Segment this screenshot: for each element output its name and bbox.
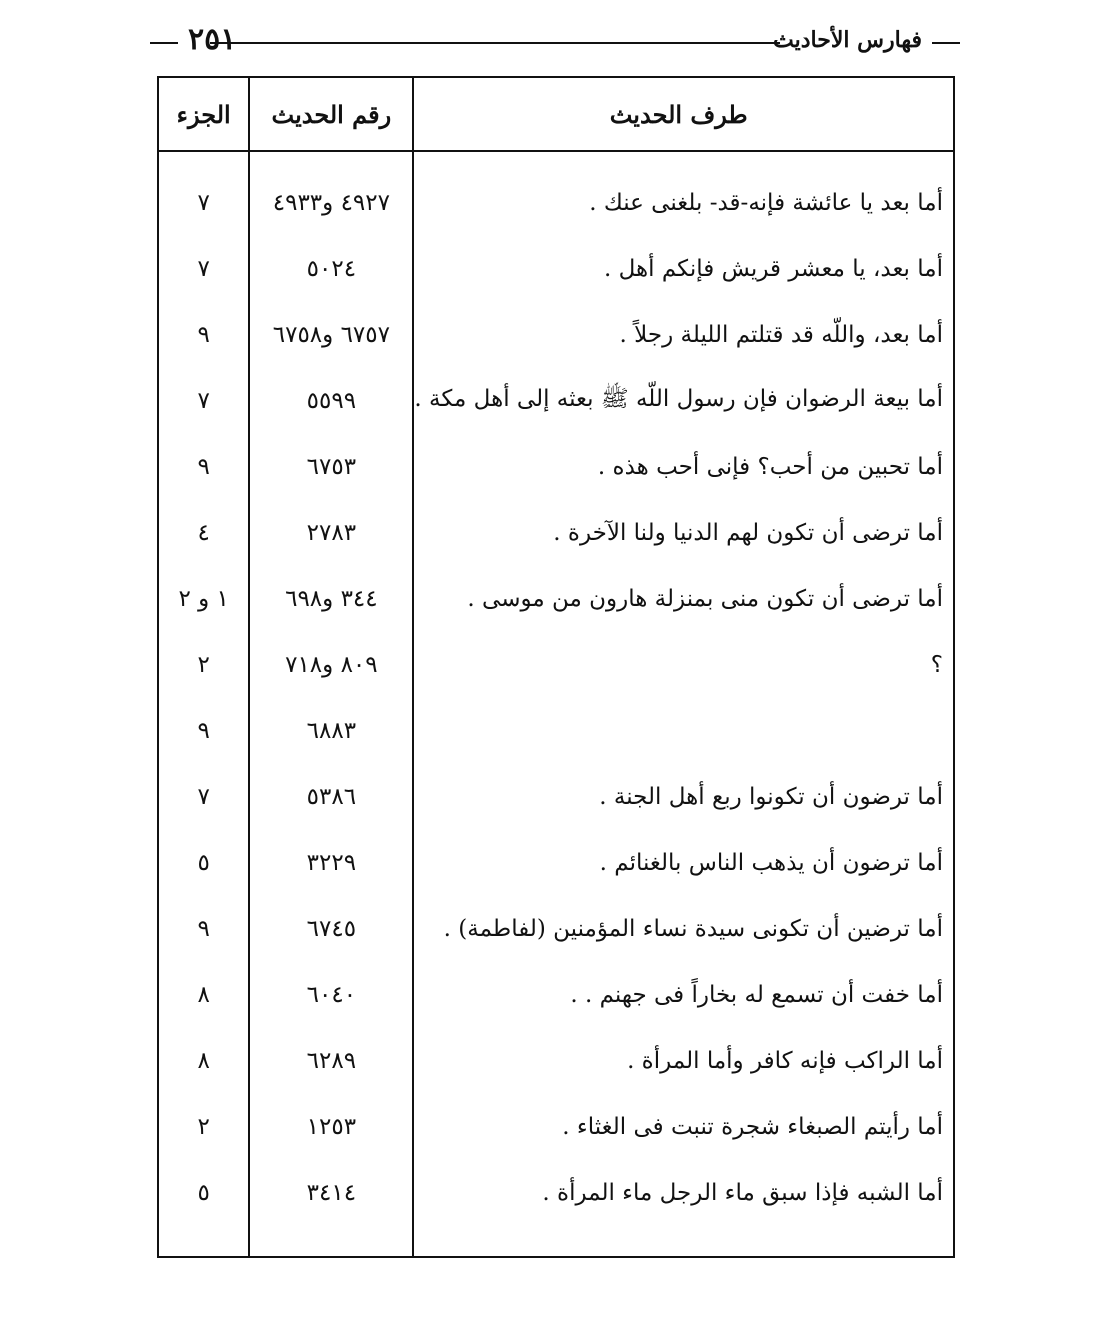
table-row xyxy=(158,764,954,830)
header-rule xyxy=(210,42,780,44)
hadith-number: ٣٤٤ و٦٩٨ xyxy=(249,566,413,632)
table-header-row xyxy=(158,77,954,151)
hadith-number: ٦٧٥٣ xyxy=(249,434,413,500)
table-row xyxy=(158,434,954,500)
table-row xyxy=(158,368,954,434)
page-header xyxy=(150,22,960,62)
volume-number: ٨ xyxy=(158,962,249,1028)
hadith-text: أما رأيتم الصبغاء شجرة تنبت فى الغثاء . xyxy=(413,1094,954,1160)
hadith-text: أما الراكب فإنه كافر وأما المرأة . xyxy=(413,1028,954,1094)
volume-number: ٢ xyxy=(158,1094,249,1160)
table-row xyxy=(158,632,954,698)
volume-number: ٥ xyxy=(158,1160,249,1226)
hadith-text: ؟ xyxy=(413,632,954,698)
volume-number: ٧ xyxy=(158,236,249,302)
hadith-text: أما خفت أن تسمع له بخاراً فى جهنم . . xyxy=(413,962,954,1028)
hadith-text: أما بعد يا عائشة فإنه-قد- بلغنى عنك . xyxy=(413,170,954,236)
volume-number: ٨ xyxy=(158,1028,249,1094)
hadith-number: ٨٠٩ و٧١٨ xyxy=(249,632,413,698)
hadith-number: ٢٧٨٣ xyxy=(249,500,413,566)
filler-row xyxy=(158,1226,954,1257)
volume-number: ٧ xyxy=(158,764,249,830)
volume-number: ٩ xyxy=(158,434,249,500)
column-header-text: طرف الحديث xyxy=(413,77,954,151)
table-row xyxy=(158,236,954,302)
hadith-number: ٦٧٤٥ xyxy=(249,896,413,962)
table-row xyxy=(158,896,954,962)
volume-number: ٩ xyxy=(158,698,249,764)
table-row xyxy=(158,698,954,764)
hadith-number: ٣٤١٤ xyxy=(249,1160,413,1226)
table-row xyxy=(158,1160,954,1226)
volume-number: ٧ xyxy=(158,368,249,434)
header-rule xyxy=(150,42,178,44)
hadith-number: ٥٥٩٩ xyxy=(249,368,413,434)
hadith-number: ٦٨٨٣ xyxy=(249,698,413,764)
column-header-number: رقم الحديث xyxy=(249,77,413,151)
hadith-number: ٤٩٢٧ و٤٩٣٣ xyxy=(249,170,413,236)
hadith-number: ٦٧٥٧ و٦٧٥٨ xyxy=(249,302,413,368)
hadith-text: أما ترضى أن تكون لهم الدنيا ولنا الآخرة . xyxy=(413,500,954,566)
hadith-text: أما بعد، واللّه قد قتلتم الليلة رجلاً . xyxy=(413,302,954,368)
hadith-text: أما ترضى أن تكون منى بمنزلة هارون من موسى . xyxy=(413,566,954,632)
volume-number: ٩ xyxy=(158,896,249,962)
hadith-text: أما الشبه فإذا سبق ماء الرجل ماء المرأة . xyxy=(413,1160,954,1226)
spacer-row xyxy=(158,151,954,170)
hadith-text: أما بعد، يا معشر قريش فإنكم أهل . xyxy=(413,236,954,302)
table-row xyxy=(158,500,954,566)
table-row xyxy=(158,302,954,368)
hadith-index-table xyxy=(157,76,955,1258)
page-number: ٢٥١ xyxy=(188,22,237,57)
hadith-number: ٣٢٢٩ xyxy=(249,830,413,896)
hadith-text: أما ترضون أن يذهب الناس بالغنائم . xyxy=(413,830,954,896)
hadith-number: ٦٠٤٠ xyxy=(249,962,413,1028)
table-row xyxy=(158,1028,954,1094)
volume-number: ٧ xyxy=(158,170,249,236)
volume-number: ١ و ٢ xyxy=(158,566,249,632)
hadith-number: ٥٣٨٦ xyxy=(249,764,413,830)
hadith-text: أما بيعة الرضوان فإن رسول اللّه ﷺ بعثه إلى أهل مكة . xyxy=(413,368,954,434)
volume-number: ٢ xyxy=(158,632,249,698)
hadith-text: أما ترضون أن تكونوا ربع أهل الجنة . xyxy=(413,764,954,830)
hadith-text xyxy=(413,698,954,764)
table-row xyxy=(158,830,954,896)
hadith-text: أما تحبين من أحب؟ فإنى أحب هذه . xyxy=(413,434,954,500)
hadith-number: ٦٢٨٩ xyxy=(249,1028,413,1094)
hadith-number: ٥٠٢٤ xyxy=(249,236,413,302)
header-rule xyxy=(932,42,960,44)
volume-number: ٤ xyxy=(158,500,249,566)
volume-number: ٥ xyxy=(158,830,249,896)
hadith-number: ١٢٥٣ xyxy=(249,1094,413,1160)
column-header-part: الجزء xyxy=(158,77,249,151)
table-row xyxy=(158,962,954,1028)
running-title: فهارس الأحاديث xyxy=(773,27,922,53)
hadith-text: أما ترضين أن تكونى سيدة نساء المؤمنين (لفاطمة) . xyxy=(413,896,954,962)
table-row xyxy=(158,1094,954,1160)
table-row xyxy=(158,566,954,632)
volume-number: ٩ xyxy=(158,302,249,368)
table-row xyxy=(158,170,954,236)
